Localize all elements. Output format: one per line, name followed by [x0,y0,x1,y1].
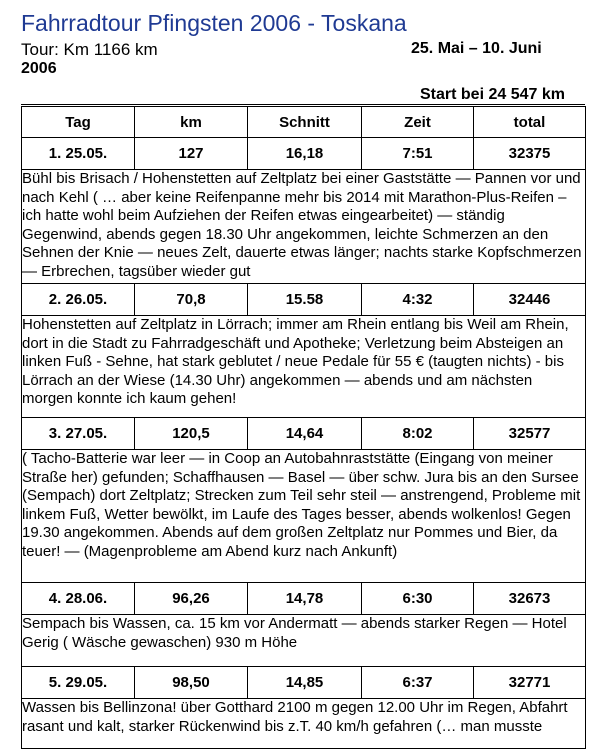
tour-distance: Tour: Km 1166 km [21,40,158,59]
cell-total: 32375 [474,138,586,170]
header-divider [21,104,585,105]
column-header-tag: Tag [22,107,135,138]
column-header-total: total [474,107,586,138]
description-row [22,615,586,667]
cell-km: 70,8 [135,284,248,316]
table-row [22,583,586,615]
page-title: Fahrradtour Pfingsten 2006 - Toskana [21,10,407,36]
table-header-row [22,107,586,138]
day-description: Bühl bis Brisach / Hohenstetten auf Zeltplatz bei einer Gaststätte — Pannen vor und nach Kehl ( … aber keine Reifenpanne mehr bis 2014 mit Marathon-Plus-Reifen – ich hatte wohl beim Aufziehen der Reifen etwas eingearbeitet) — ständig Gegenwind, abends gegen 18.30 Uhr angekommen, leichte Schmerzen an den Sehnen der Knie — neues Zelt, dauerte etwas länger; nachts starke Kopfschmerzen — Erbrechen, tagsüber wieder gut [22,170,586,284]
cell-schnitt: 14,64 [248,418,362,450]
table-row [22,284,586,316]
cell-tag: 4. 28.06. [22,583,135,615]
cell-km: 98,50 [135,667,248,699]
cell-schnitt: 14,85 [248,667,362,699]
cell-schnitt: 16,18 [248,138,362,170]
cell-zeit: 6:37 [362,667,474,699]
cell-schnitt: 14,78 [248,583,362,615]
cell-zeit: 4:32 [362,284,474,316]
cell-tag: 2. 26.05. [22,284,135,316]
cell-total: 32771 [474,667,586,699]
cell-zeit: 8:02 [362,418,474,450]
cell-total: 32577 [474,418,586,450]
day-description: Sempach bis Wassen, ca. 15 km vor Andermatt — abends starker Regen — Hotel Gerig ( Wäsche gewaschen) 930 m Höhe [22,615,586,667]
cell-total: 32446 [474,284,586,316]
description-row [22,170,586,284]
cell-km: 120,5 [135,418,248,450]
day-description: Hohenstetten auf Zeltplatz in Lörrach; immer am Rhein entlang bis Weil am Rhein, dort in die Stadt zu Fahrradgeschäft und Apotheke; Verletzung beim Absteigen an linken Fuß - Sehne, hat stark geblutet / neue Pedale für 55 € (taugten nichts) - bis Lörrach an der Wiese (14.30 Uhr) angekommen — abends und am nächsten morgen konnte ich kaum gehen! [22,316,586,418]
cell-km: 96,26 [135,583,248,615]
description-row [22,450,586,583]
cell-tag: 1. 25.05. [22,138,135,170]
cell-km: 127 [135,138,248,170]
start-odometer: Start bei 24 547 km [420,86,565,103]
cell-total: 32673 [474,583,586,615]
day-description: ( Tacho-Batterie war leer — in Coop an Autobahnraststätte (Eingang von meiner Straße her) gefunden; Schaffhausen — Basel — über schw. Jura bis an den Sursee (Sempach) dort Zeltplatz; Strecken zum Teil sehr steil — anstrengend, Probleme mit linkem Fuß, Wetter bewölkt, im Laufe des Tages besser, abends wolkenlos! Gegen 19.30 angekommen. Abends auf dem großen Zeltplatz nur Pommes und Bier, da teuer! — (Magenprobleme am Abend kurz nach Ankunft) [22,450,586,583]
cell-schnitt: 15.58 [248,284,362,316]
table-row [22,418,586,450]
day-description: Wassen bis Bellinzona! über Gotthard 2100 m gegen 12.00 Uhr im Regen, Abfahrt rasant und kalt, starker Rückenwind bis z.T. 40 km/h gefahren (… man musste [22,699,586,749]
column-header-schnitt: Schnitt [248,107,362,138]
column-header-zeit: Zeit [362,107,474,138]
column-header-km: km [135,107,248,138]
cell-zeit: 7:51 [362,138,474,170]
cell-zeit: 6:30 [362,583,474,615]
cell-tag: 5. 29.05. [22,667,135,699]
tour-log-table [21,106,586,749]
cell-tag: 3. 27.05. [22,418,135,450]
table-row [22,138,586,170]
tour-dates: 25. Mai – 10. Juni [411,40,542,57]
description-row [22,699,586,749]
table-row [22,667,586,699]
description-row [22,316,586,418]
tour-year: 2006 [21,60,57,77]
